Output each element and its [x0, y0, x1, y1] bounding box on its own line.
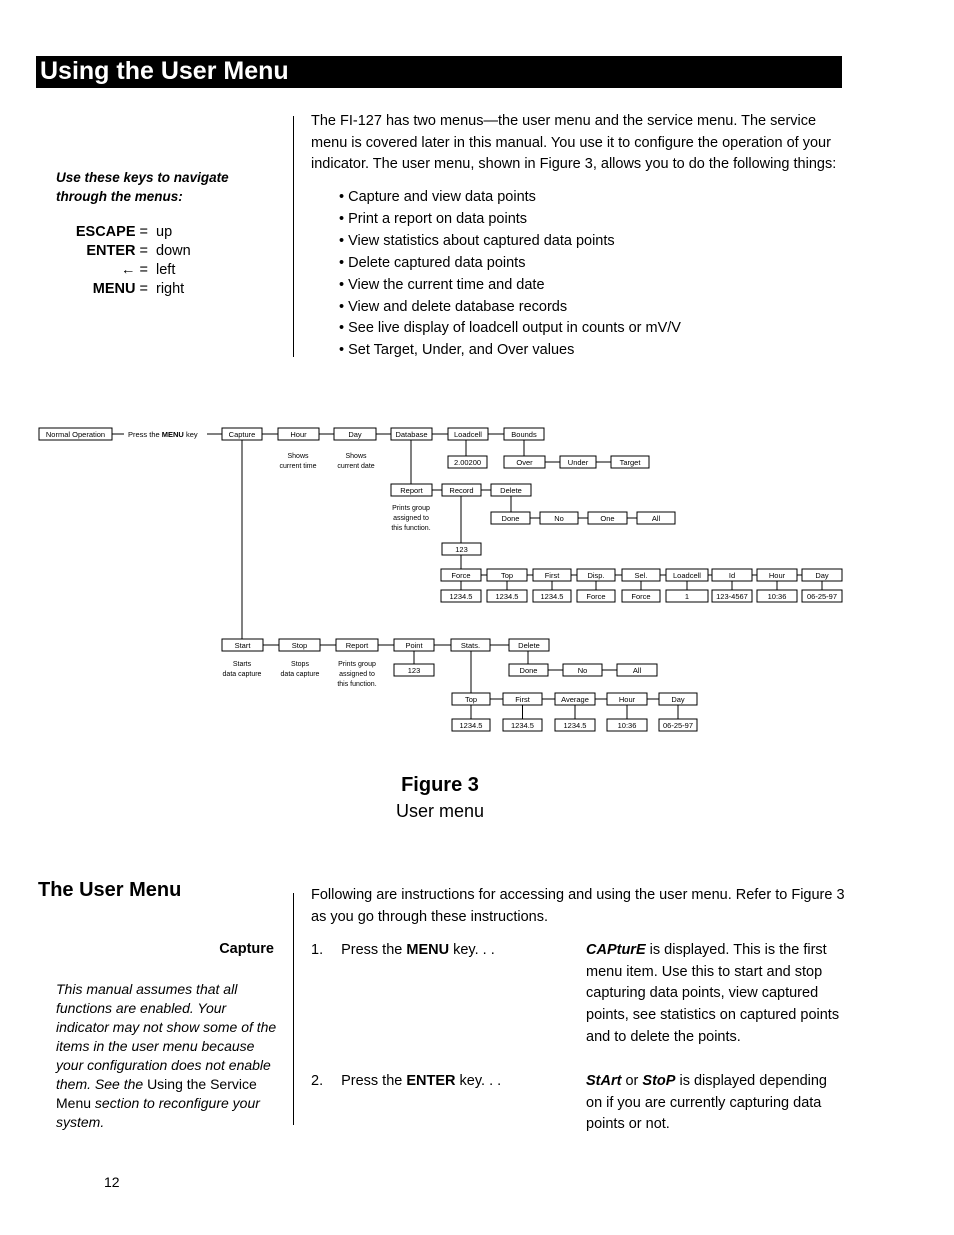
svg-text:123: 123 [455, 545, 468, 554]
list-item: • View statistics about captured data points [339, 232, 615, 249]
hour-description: Shows current time [279, 453, 317, 470]
section-intro: Following are instructions for accessing and using the user menu. Refer to Figure 3 as you go through these instructions. [311, 887, 845, 925]
menu-node-rec-sel [622, 569, 660, 581]
menu-node-db-one [588, 512, 627, 524]
page-number: 12 [104, 1174, 120, 1190]
menu-node-rec-day [802, 569, 842, 581]
svg-text:10:36: 10:36 [767, 592, 787, 601]
menu-node-rec-top [487, 569, 527, 581]
svg-text:123-4567: 123-4567 [716, 592, 748, 601]
menu-node-st-first [503, 693, 542, 705]
menu-node-start [222, 639, 263, 651]
menu-node-sv-first [503, 719, 542, 731]
menu-node-stats [451, 639, 490, 651]
menu-node-db-all [637, 512, 675, 524]
cap-report-description: Prints group assigned to this function. [337, 661, 377, 688]
menu-node-rec-disp [577, 569, 615, 581]
svg-text:Hour: Hour [768, 571, 786, 580]
svg-text:1234.5: 1234.5 [563, 721, 587, 730]
configuration-note: This manual assumes that all functions are enabled. Your indicator may not show some of the items in the user menu because your configuration does not enable them. See the Using the Service Menu section to reconfigure your system. [56, 981, 277, 1130]
key-name: MENU [406, 942, 450, 958]
svg-text:Stats.: Stats. [460, 641, 481, 650]
svg-text:First: First [515, 695, 530, 704]
key-row-left: ← = left [121, 262, 176, 278]
svg-text:Average: Average [561, 695, 589, 704]
menu-node-day [334, 428, 376, 440]
figure-caption [340, 772, 540, 824]
key-name: MENU [92, 281, 136, 297]
svg-text:Force: Force [586, 592, 606, 601]
menu-node-rec-loadcell [666, 569, 708, 581]
day-description: Shows current date [337, 453, 375, 470]
svg-text:Disp.: Disp. [587, 571, 605, 580]
intro-paragraph: The FI-127 has two menus—the user menu and the service menu. The service menu is covered later in this manual. You use it to configure the operation of your indicator. The user menu, shown in Figure 3, allows you to do the following things: [311, 113, 837, 173]
menu-node-rec-first [533, 569, 571, 581]
svg-text:1234.5: 1234.5 [511, 721, 534, 730]
svg-text:2.00200: 2.00200 [453, 458, 482, 467]
step-2-instruction: 2. Press the ENTER key. . . [311, 1073, 502, 1089]
svg-text:Hour: Hour [618, 695, 636, 704]
list-item: • View and delete database records [339, 298, 568, 315]
key-row-enter: ENTER = down [86, 243, 191, 259]
menu-node-rec-hour [757, 569, 797, 581]
key-action: up [156, 224, 173, 240]
svg-text:Over: Over [516, 458, 533, 467]
svg-text:No: No [554, 514, 564, 523]
svg-text:123: 123 [407, 666, 421, 675]
svg-text:Point: Point [405, 641, 423, 650]
menu-node-record-num [442, 543, 481, 555]
menu-node-st-average [555, 693, 595, 705]
key-action: left [156, 262, 176, 278]
svg-text:Force: Force [631, 592, 651, 601]
key-action: right [156, 281, 185, 297]
step-2-result: StArt or StoP is displayed depending on if you are currently capturing data points or not. [586, 1073, 827, 1133]
svg-text:Under: Under [567, 458, 589, 467]
menu-node-st-day [659, 693, 697, 705]
svg-text:First: First [544, 571, 560, 580]
menu-node-target [611, 456, 649, 468]
list-item: • View the current time and date [339, 276, 545, 293]
menu-node-point [394, 639, 434, 651]
svg-text:Delete: Delete [518, 641, 540, 650]
section-heading: The User Menu [38, 879, 182, 901]
list-item: • Delete captured data points [339, 254, 526, 271]
menu-node-database [391, 428, 432, 440]
menu-node-rv-id [712, 590, 752, 602]
svg-text:Day: Day [815, 571, 829, 580]
left-arrow-icon: ← [121, 262, 136, 278]
svg-text:All: All [632, 666, 642, 675]
svg-text:Normal Operation: Normal Operation [45, 430, 106, 439]
section-subheading: Capture [219, 941, 274, 957]
page-title: Using the User Menu [40, 57, 289, 85]
start-description: Starts data capture [222, 661, 262, 678]
service-menu-reference: Using the Service Menu [56, 1076, 257, 1111]
svg-text:1: 1 [684, 592, 690, 601]
svg-text:Loadcell: Loadcell [454, 430, 482, 439]
svg-text:One: One [600, 514, 615, 523]
key-name: ENTER [86, 243, 136, 259]
svg-text:1234.5: 1234.5 [495, 592, 519, 601]
menu-node-hour [278, 428, 319, 440]
display-code: StoP [642, 1073, 676, 1089]
svg-text:06-25-97: 06-25-97 [662, 721, 694, 730]
svg-text:Start: Start [234, 641, 251, 650]
menu-node-st-hour [607, 693, 647, 705]
menu-node-rv-loadcell [666, 590, 708, 602]
menu-node-under [560, 456, 596, 468]
nav-keys-note: Use these keys to navigate through the menus: [56, 170, 229, 204]
svg-text:1234.5: 1234.5 [449, 592, 473, 601]
step-number: 2. [311, 1073, 324, 1089]
menu-node-rv-force [441, 590, 481, 602]
svg-text:Top: Top [464, 695, 478, 704]
menu-node-rv-hour [757, 590, 797, 602]
menu-node-sv-day [659, 719, 697, 731]
column-divider-bottom [293, 893, 294, 1125]
menu-node-rv-sel [622, 590, 660, 602]
display-code: CAPturE [586, 942, 646, 958]
menu-node-db-no [540, 512, 578, 524]
step-1-result: CAPturE is displayed. This is the first menu item. Use this to start and stop capturing data points, view captured points, see statistics on captured points and to delete the points. [586, 942, 840, 1045]
menu-node-st-top [452, 693, 490, 705]
svg-text:Capture: Capture [228, 430, 256, 439]
figure-number: Figure 3 [401, 774, 479, 796]
svg-text:Day: Day [348, 430, 362, 439]
menu-node-db-record [442, 484, 481, 496]
figure-title: User menu [395, 801, 485, 821]
list-item: • See live display of loadcell output in counts or mV/V [339, 320, 681, 337]
menu-node-cap-report [336, 639, 378, 651]
svg-text:Top: Top [500, 571, 514, 580]
key-action: down [156, 243, 191, 259]
menu-node-db-report [391, 484, 432, 496]
svg-text:06-25-97: 06-25-97 [806, 592, 838, 601]
menu-node-over [504, 456, 545, 468]
menu-node-bounds [504, 428, 544, 440]
menu-node-cap-no [563, 664, 602, 676]
menu-node-loadcell [448, 428, 488, 440]
svg-text:Loadcell: Loadcell [673, 571, 701, 580]
menu-node-stop [279, 639, 320, 651]
press-menu-label: Press the MENU key [128, 430, 198, 439]
key-row-escape: ESCAPE = up [75, 224, 173, 240]
svg-text:Target: Target [619, 458, 641, 467]
menu-node-cap-delete [509, 639, 549, 651]
svg-text:1234.5: 1234.5 [459, 721, 483, 730]
menu-node-db-delete [491, 484, 531, 496]
svg-text:Bounds: Bounds [511, 430, 537, 439]
display-code: StArt [586, 1073, 622, 1089]
list-item: • Print a report on data points [339, 210, 528, 227]
menu-node-capture [222, 428, 262, 440]
menu-node-rec-id [712, 569, 752, 581]
svg-text:Delete: Delete [500, 486, 522, 495]
menu-node-point-num [394, 664, 434, 676]
stop-description: Stops data capture [280, 661, 320, 678]
menu-node-cap-done [509, 664, 548, 676]
svg-text:Hour: Hour [290, 430, 307, 439]
svg-text:Done: Done [501, 514, 520, 523]
svg-text:Day: Day [671, 695, 685, 704]
list-item: • Capture and view data points [339, 189, 536, 205]
menu-node-sv-average [555, 719, 595, 731]
menu-node-rv-day [802, 590, 842, 602]
menu-node-normal-operation [39, 428, 112, 440]
svg-text:Done: Done [519, 666, 538, 675]
menu-node-rv-top [487, 590, 527, 602]
step-number: 1. [311, 942, 324, 958]
menu-node-loadcell-value [448, 456, 487, 468]
key-name: ENTER [406, 1073, 456, 1089]
menu-node-sv-hour [607, 719, 647, 731]
key-name: ESCAPE [75, 224, 136, 240]
list-item: • Set Target, Under, and Over values [339, 342, 575, 359]
svg-text:Sel.: Sel. [634, 571, 648, 580]
menu-node-db-done [491, 512, 530, 524]
step-1-instruction: 1. Press the MENU key. . . [311, 942, 495, 958]
menu-node-rec-force [441, 569, 481, 581]
menu-node-cap-all [617, 664, 657, 676]
svg-text:Record: Record [449, 486, 474, 495]
menu-node-rv-first [533, 590, 571, 602]
svg-text:Database: Database [395, 430, 428, 439]
svg-text:Stop: Stop [291, 641, 308, 650]
svg-text:Report: Report [345, 641, 369, 650]
menu-node-sv-top [452, 719, 490, 731]
svg-text:1234.5: 1234.5 [540, 592, 564, 601]
menu-node-rv-disp [577, 590, 615, 602]
svg-text:Report: Report [400, 486, 423, 495]
key-row-menu: MENU = right [92, 281, 185, 297]
svg-text:All: All [651, 514, 661, 523]
svg-text:Force: Force [451, 571, 471, 580]
svg-text:Id: Id [728, 571, 736, 580]
svg-text:10:36: 10:36 [617, 721, 637, 730]
db-report-description: Prints group assigned to this function. [391, 505, 431, 532]
svg-text:No: No [577, 666, 588, 675]
